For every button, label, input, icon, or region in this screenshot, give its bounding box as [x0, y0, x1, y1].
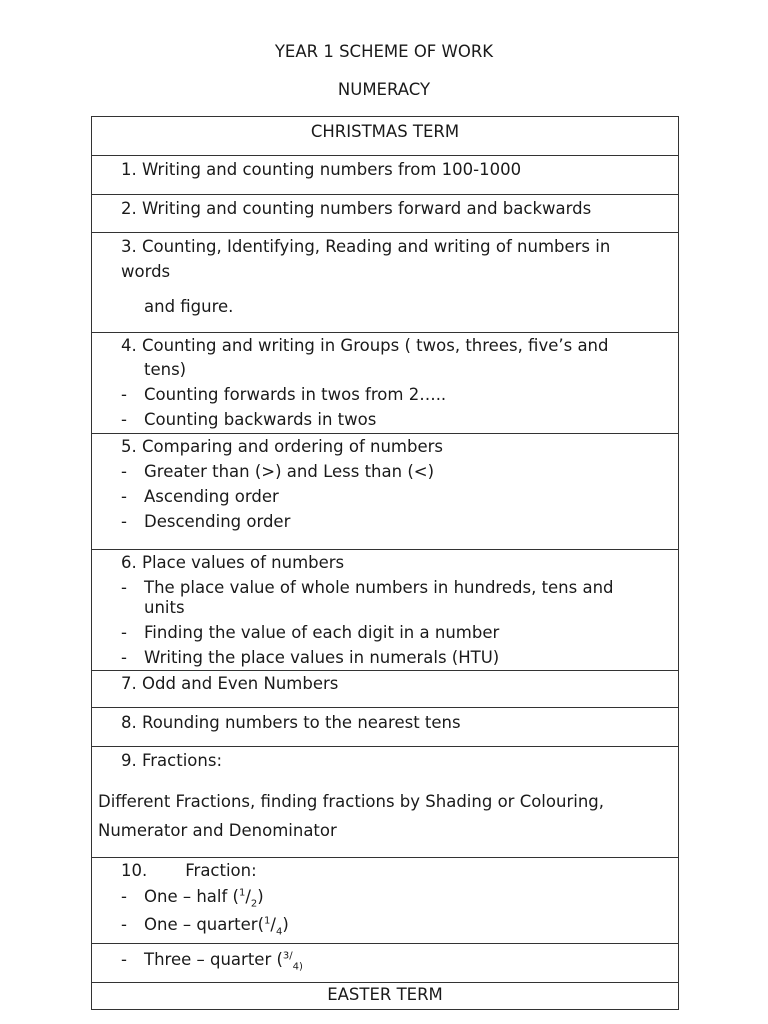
- row-5-heading: 5. Comparing and ordering of numbers: [121, 437, 443, 456]
- list-item: - Greater than (>) and Less than (<): [121, 462, 435, 481]
- row-10-cell: [92, 858, 679, 944]
- list-item: - Ascending order: [121, 487, 279, 506]
- row-7-cell: [92, 671, 679, 708]
- table-row: [92, 156, 679, 195]
- christmas-term-header: CHRISTMAS TERM: [92, 117, 679, 156]
- table-row: [92, 333, 679, 434]
- list-item: - One – half $(^1/_2)$: [121, 887, 264, 910]
- row-2-text: 2. Writing and counting numbers forward and backwards: [121, 199, 592, 218]
- list-item: - Finding the value of each digit in a number: [121, 623, 500, 642]
- row-1-cell: [92, 156, 679, 195]
- table-row: [92, 195, 679, 233]
- list-item: - One – $quarter(^1/_4)$: [121, 915, 289, 938]
- table-row: [92, 858, 679, 944]
- row-3-text: 3. Counting, Identifying, Reading and writing of numbers in words: [121, 237, 611, 281]
- list-item: - Counting forwards in twos from 2…..: [121, 385, 447, 404]
- table-row: [92, 944, 679, 983]
- row-4-cell: [92, 333, 679, 434]
- scheme-table: [91, 116, 679, 1010]
- row-9-cell: [92, 747, 679, 858]
- row-9-line-2: Numerator and Denominator: [98, 821, 337, 840]
- row-6-cell: [92, 550, 679, 671]
- row-9-heading: 9. Fractions:: [121, 751, 223, 770]
- list-item: - Three – quarter ($^{3/}_{4)}$: [121, 950, 303, 973]
- table-row: [92, 747, 679, 858]
- document-subtitle: NUMERACY: [337, 80, 431, 99]
- table-row: [92, 233, 679, 333]
- row-4-heading: 4. Counting and writing in Groups ( twos, threes, five’s and: [121, 336, 609, 355]
- list-item: - Writing the place values in numerals (HTU): [121, 648, 500, 667]
- list-item: - Descending order: [121, 512, 291, 531]
- table-row: [92, 983, 679, 1010]
- row-6-heading: 6. Place values of numbers: [121, 553, 345, 572]
- row-8-text: 8. Rounding numbers to the nearest tens: [121, 713, 461, 732]
- table-row: [92, 671, 679, 708]
- list-item: - Counting backwards in twos: [121, 410, 377, 429]
- document-title: YEAR 1 SCHEME OF WORK: [274, 42, 494, 61]
- row-5-cell: [92, 434, 679, 550]
- row-8-cell: [92, 708, 679, 747]
- table-row: [92, 434, 679, 550]
- table-row: [92, 550, 679, 671]
- table-row: [92, 117, 679, 156]
- row-1-text: 1. Writing and counting numbers from 100-1000: [121, 160, 522, 179]
- row-3-cell: [92, 233, 679, 333]
- row-2-cell: [92, 195, 679, 233]
- easter-term-header: EASTER TERM: [92, 983, 679, 1010]
- row-10-heading: 10. Fraction:: [121, 861, 257, 880]
- row-4-heading-cont: tens): [144, 360, 187, 379]
- table-row: [92, 708, 679, 747]
- row-3-continuation: and figure.: [144, 297, 234, 316]
- row-9-line-1: Different Fractions, finding fractions by Shading or Colouring,: [98, 792, 604, 811]
- row-11-cell: [92, 944, 679, 983]
- row-7-text: 7. Odd and Even Numbers: [121, 674, 339, 693]
- list-item: - The place value of whole numbers in hundreds, tens and units: [121, 578, 614, 617]
